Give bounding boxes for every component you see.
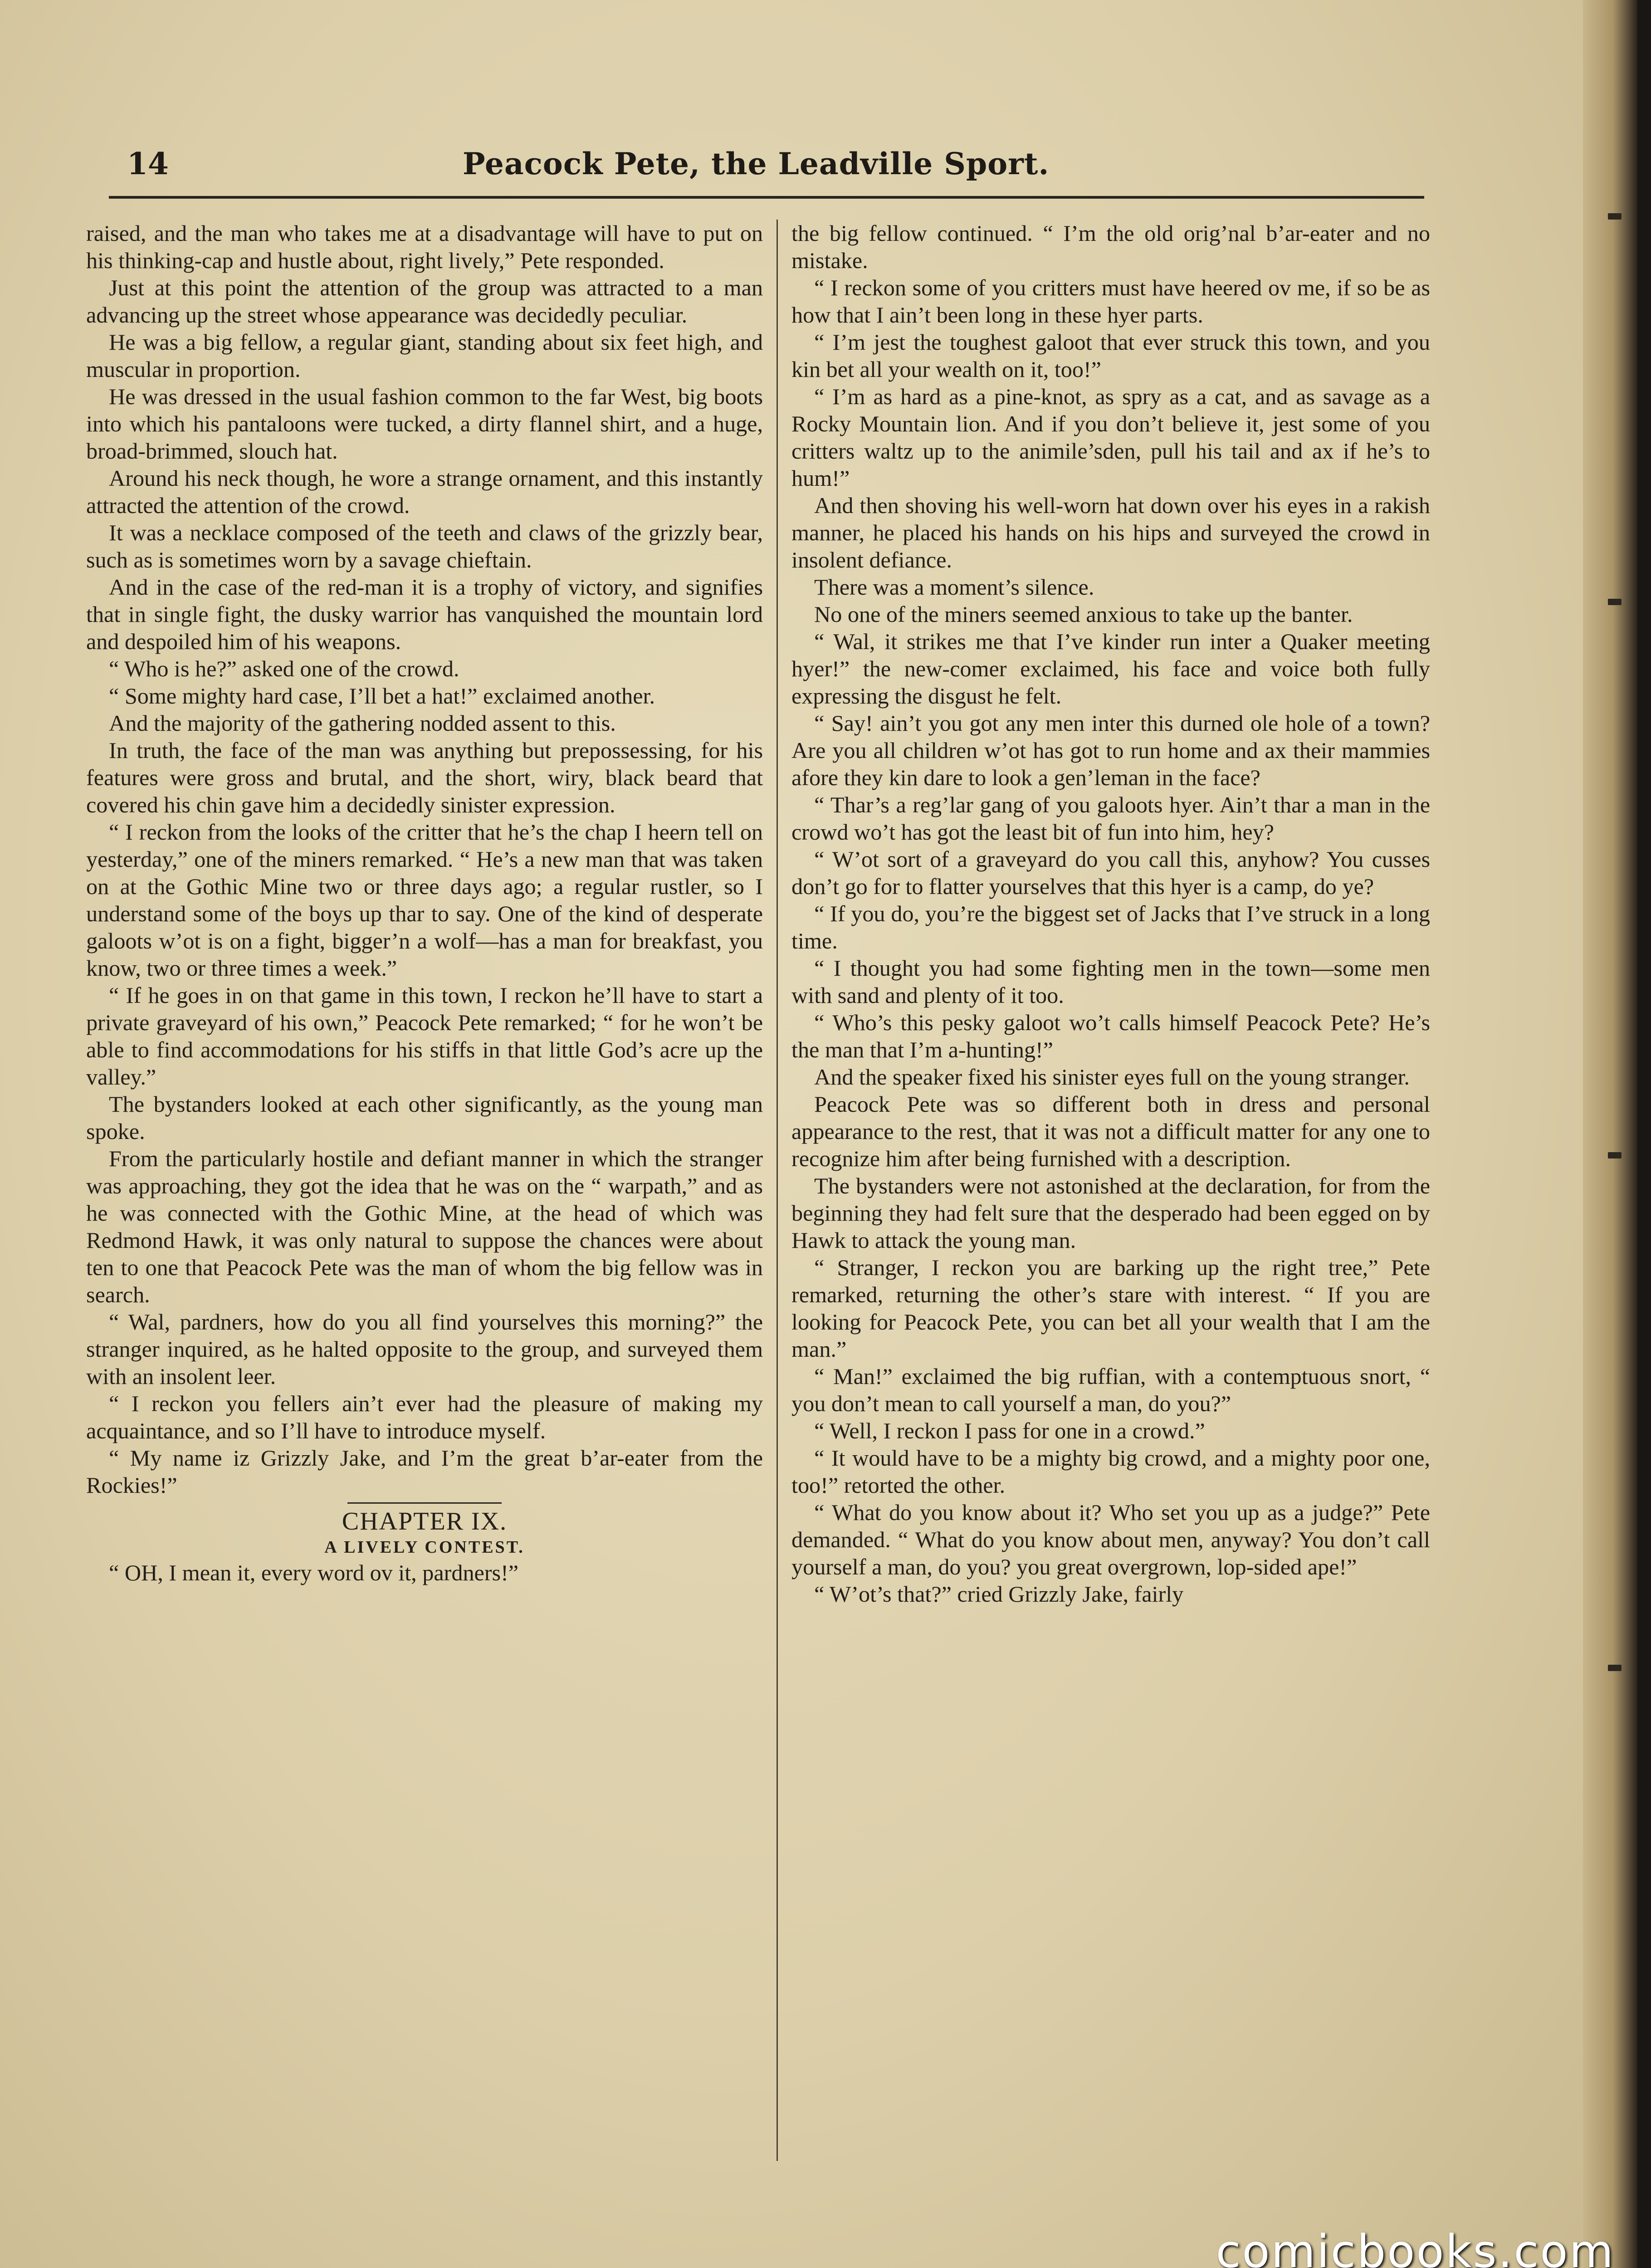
binding-mark	[1608, 213, 1622, 220]
paragraph: “ W’ot’s that?” cried Grizzly Jake, fairly	[814, 1581, 1184, 1607]
binding-mark	[1608, 1152, 1622, 1158]
paragraph: “ Say! ain’t you got any men inter this durned ole hole of a town? Are you all children w’ot has got to run home and ax their mammies afore they kin dare to look a gen’leman in the face?	[791, 710, 1430, 790]
paragraph: the big fellow continued. “ I’m the old orig’nal b’ar-eater and no mistake.	[791, 220, 1430, 273]
paragraph: “ If you do, you’re the biggest set of Jacks that I’ve struck in a long time.	[791, 901, 1430, 953]
site-watermark: comicbooks.com	[1216, 2225, 1615, 2268]
paragraph: “ Who is he?” asked one of the crowd.	[109, 656, 459, 681]
paragraph: “ Well, I reckon I pass for one in a crowd.”	[814, 1418, 1205, 1443]
binding-mark	[1608, 1665, 1622, 1671]
paragraph: “ My name iz Grizzly Jake, and I’m the great b’ar-eater from the Rockies!”	[86, 1445, 763, 1498]
header-rule	[109, 196, 1424, 199]
paragraph: From the particularly hostile and defiant manner in which the stranger was approaching, they got the idea that he was on the “ warpath,” and as he was connected with the Gothic Mine, at the head of which was Redmond Hawk, it was only natural to suppose the chances were about ten to one that Peacock Pete was the man of whom the big fellow was in search.	[86, 1146, 763, 1307]
chapter-heading	[86, 1502, 763, 1559]
paragraph: “ Wal, pardners, how do you all find yourselves this morning?” the stranger inquired, as he halted opposite to the group, and surveyed them with an insolent leer.	[86, 1309, 763, 1389]
paragraph: He was a big fellow, a regular giant, standing about six feet high, and muscular in proportion.	[86, 329, 763, 382]
paragraph: The bystanders were not astonished at the declaration, for from the beginning they had felt sure that the desperado had been egged on by Hawk to attack the young man.	[791, 1173, 1430, 1253]
paragraph: And the speaker fixed his sinister eyes full on the young stranger.	[814, 1064, 1410, 1090]
paragraph: “ I reckon you fellers ain’t ever had the pleasure of making my acquaintance, and so I’ll have to introduce myself.	[86, 1391, 763, 1443]
paragraph: “ What do you know about it? Who set you up as a judge?” Pete demanded. “ What do you know about men, anyway? You don’t call yourself a man, do you? you great overgrown, lop-sided ape!”	[791, 1500, 1430, 1579]
running-title: Peacock Pete, the Leadville Sport.	[463, 146, 1050, 181]
paragraph: “ Wal, it strikes me that I’ve kinder run inter a Quaker meeting hyer!” the new-comer exclaimed, his face and voice both fully expressing the disgust he felt.	[791, 629, 1430, 709]
right-text-column	[791, 220, 1430, 2161]
paragraph: Peacock Pete was so different both in dress and personal appearance to the rest, that it was not a difficult matter for any one to recognize him after being furnished with a description.	[791, 1091, 1430, 1171]
paragraph: “ W’ot sort of a graveyard do you call this, anyhow? You cusses don’t go for to flatter yourselves that this hyer is a camp, do ye?	[791, 846, 1430, 899]
paragraph: “ It would have to be a mighty big crowd, and a mighty poor one, too!” retorted the other.	[791, 1445, 1430, 1498]
paragraph: No one of the miners seemed anxious to take up the banter.	[814, 601, 1353, 627]
chapter-title: CHAPTER IX.	[342, 1507, 508, 1535]
paragraph: The bystanders looked at each other significantly, as the young man spoke.	[86, 1091, 763, 1144]
paragraph: And the majority of the gathering nodded assent to this.	[109, 710, 616, 736]
paragraph: “ If he goes in on that game in this town, I reckon he’ll have to start a private graveyard of his own,” Peacock Pete remarked; “ for he won’t be able to find accommodations for his stiffs in that little God’s acre up the valley.”	[86, 982, 763, 1090]
page-number: 14	[127, 146, 169, 181]
paragraph: Just at this point the attention of the group was attracted to a man advancing up the street whose appearance was decidedly peculiar.	[86, 275, 763, 327]
paragraph: “ I’m as hard as a pine-knot, as spry as a cat, and as savage as a Rocky Mountain lion. And if you don’t believe it, jest some of you critters waltz up to the animile’sden, pull his tail and ax if he’s to hum!”	[791, 384, 1430, 491]
binding-mark	[1608, 599, 1622, 605]
paragraph: There was a moment’s silence.	[814, 574, 1094, 600]
column-divider	[777, 220, 778, 2161]
paragraph: “ Stranger, I reckon you are barking up the right tree,” Pete remarked, returning the other’s stare with interest. “ If you are looking for Peacock Pete, you can bet all your wealth that I am the man.”	[791, 1255, 1430, 1362]
chapter-subtitle: A LIVELY CONTEST.	[324, 1538, 525, 1557]
page-edge-shadow	[1583, 0, 1637, 2268]
paragraph: And then shoving his well-worn hat down over his eyes in a rakish manner, he placed his hands on his hips and surveyed the crowd in insolent defiance.	[791, 493, 1430, 572]
paragraph: He was dressed in the usual fashion common to the far West, big boots into which his pantaloons were tucked, a dirty flannel shirt, and a huge, broad-brimmed, slouch hat.	[86, 384, 763, 464]
paragraph: And in the case of the red-man it is a trophy of victory, and signifies that in single fight, the dusky warrior has vanquished the mountain lord and despoiled him of his weapons.	[86, 574, 763, 654]
paragraph: “ I’m jest the toughest galoot that ever struck this town, and you kin bet all your wealth on it, too!”	[791, 329, 1430, 382]
paragraph: “ I thought you had some fighting men in the town—some men with sand and plenty of it too.	[791, 955, 1430, 1008]
left-text-column	[86, 220, 763, 2161]
chapter-opening-paragraph: “ OH, I mean it, every word ov it, pardners!”	[109, 1560, 519, 1585]
paragraph: In truth, the face of the man was anything but prepossessing, for his features were gross and brutal, and the short, wiry, black beard that covered his chin gave him a decidedly sinister expression.	[86, 738, 763, 817]
paragraph: “ Man!” exclaimed the big ruffian, with a contemptuous snort, “ you don’t mean to call yourself a man, do you?”	[791, 1364, 1430, 1416]
paragraph: raised, and the man who takes me at a disadvantage will have to put on his thinking-cap and hustle about, right lively,” Pete responded.	[86, 220, 763, 273]
chapter-rule	[347, 1502, 502, 1504]
paragraph: “ Some mighty hard case, I’ll bet a hat!” exclaimed another.	[109, 683, 655, 709]
paragraph: “ I reckon some of you critters must have heered ov me, if so be as how that I ain’t been long in these hyer parts.	[791, 275, 1430, 327]
paragraph: “ Who’s this pesky galoot wo’t calls himself Peacock Pete? He’s the man that I’m a-hunting!”	[791, 1010, 1430, 1062]
paragraph: “ I reckon from the looks of the critter that he’s the chap I heern tell on yesterday,” one of the miners remarked. “ He’s a new man that was taken on at the Gothic Mine two or three days ago; a regular rustler, so I understand some of the boys up thar to say. One of the kind of desperate galoots w’ot is on a fight, bigger’n a wolf—has a man for breakfast, you know, two or three times a week.”	[86, 819, 763, 981]
paragraph: It was a necklace composed of the teeth and claws of the grizzly bear, such as is sometimes worn by a savage chieftain.	[86, 520, 763, 572]
paragraph: Around his neck though, he wore a strange ornament, and this instantly attracted the attention of the crowd.	[86, 465, 763, 518]
paragraph: “ Thar’s a reg’lar gang of you galoots hyer. Ain’t thar a man in the crowd wo’t has got the least bit of fun into him, hey?	[791, 792, 1430, 845]
